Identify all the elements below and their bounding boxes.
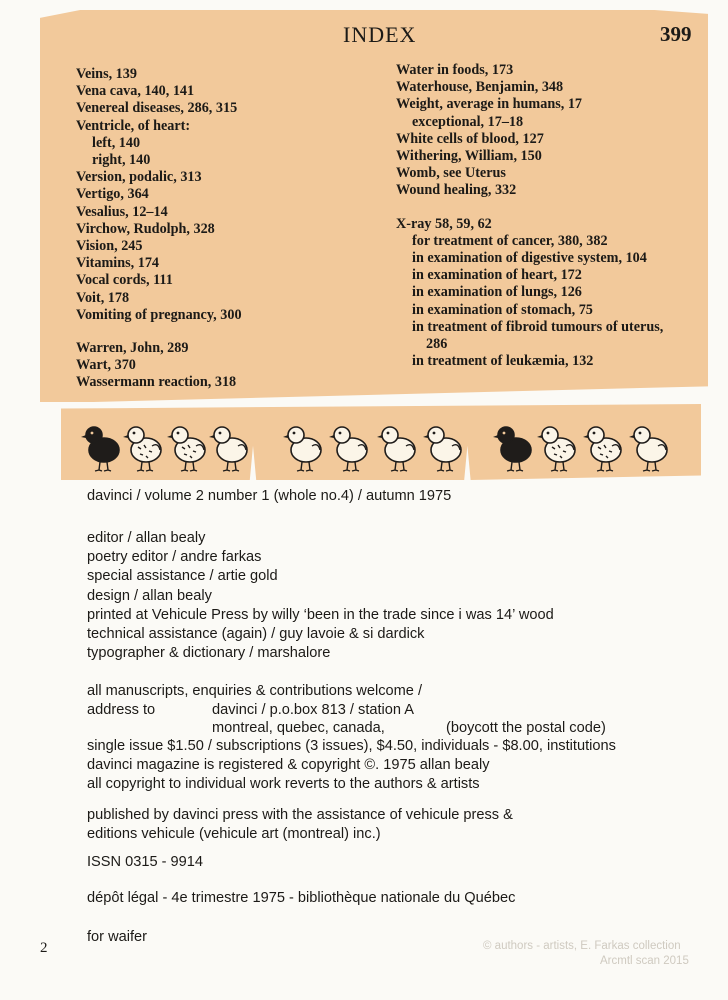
index-entry: Vocal cords, 111	[76, 272, 173, 289]
index-subentry: 286	[426, 336, 448, 353]
index-subentry: left, 140	[92, 134, 141, 151]
chick-icon	[282, 420, 326, 472]
chick-icon	[422, 420, 466, 472]
address-label: address to	[87, 702, 156, 718]
chick-icon	[376, 420, 420, 472]
boycott-note: (boycott the postal code)	[446, 720, 606, 736]
index-entry: Waterhouse, Benjamin, 348	[396, 79, 564, 96]
manuscripts-line: all manuscripts, enquiries & contributions welcome /	[87, 683, 422, 699]
chick-icon	[122, 420, 166, 472]
publisher-line-2: editions vehicule (vehicule art (montreal) inc.)	[87, 826, 381, 842]
index-subentry: in treatment of fibroid tumours of uterus,	[412, 318, 664, 335]
index-entry: Veins, 139	[76, 66, 137, 82]
index-entry: Vertigo, 364	[76, 186, 149, 203]
credit-line: special assistance / artie gold	[87, 568, 278, 585]
scan-credit-line-1: © authors - artists, E. Farkas collection	[483, 940, 681, 952]
index-entry: Vitamins, 174	[76, 255, 160, 272]
issue-line: davinci / volume 2 number 1 (whole no.4) / autumn 1975	[87, 488, 452, 504]
index-subentry: exceptional, 17–18	[412, 113, 524, 130]
black-chick-icon	[80, 420, 124, 472]
index-entry: Vision, 245	[76, 238, 143, 255]
pricing-line: single issue $1.50 / subscriptions (3 issues), $4.50, individuals - $8.00, institutions	[87, 738, 616, 754]
chick-icon	[628, 420, 672, 472]
chick-icon	[328, 420, 372, 472]
index-entry: Ventricle, of heart:	[76, 117, 191, 134]
index-page-number: 399	[660, 22, 692, 46]
credit-line: editor / allan bealy	[87, 530, 206, 546]
credit-line: typographer & dictionary / marshalore	[87, 645, 331, 662]
index-entry: Vena cava, 140, 141	[76, 83, 195, 100]
index-gap	[396, 200, 663, 216]
chick-icon	[582, 420, 626, 472]
index-entry: Vomiting of pregnancy, 300	[76, 306, 242, 323]
credit-line: poetry editor / andre farkas	[87, 549, 262, 566]
copyright-line: davinci magazine is registered & copyright ©. 1975 allan bealy	[87, 757, 490, 773]
index-entry: Wound healing, 332	[396, 182, 517, 199]
index-subentry: in examination of stomach, 75	[412, 301, 593, 318]
index-entry: Womb, see Uterus	[396, 165, 506, 182]
index-entry: Water in foods, 173	[396, 62, 514, 78]
index-entry: Warren, John, 289	[76, 340, 189, 357]
credit-line: design / allan bealy	[87, 587, 212, 604]
index-title: INDEX	[343, 22, 417, 47]
chick-icon	[536, 420, 580, 472]
index-entry: Weight, average in humans, 17	[396, 96, 583, 113]
black-chick-icon	[492, 420, 536, 472]
index-column-left	[76, 66, 242, 392]
page-number: 2	[40, 940, 48, 956]
credit-line: technical assistance (again) / guy lavoie & si dardick	[87, 626, 425, 642]
index-entry: Virchow, Rudolph, 328	[76, 220, 215, 237]
index-entry: Vesalius, 12–14	[76, 203, 168, 220]
index-entry: Withering, William, 150	[396, 148, 542, 165]
index-entry: Voit, 178	[76, 289, 130, 306]
chick-icon	[208, 420, 252, 472]
copyright-rights-line: all copyright to individual work reverts to the authors & artists	[87, 776, 480, 792]
index-column-right	[396, 62, 663, 370]
index-entry: Wart, 370	[76, 357, 136, 374]
index-subentry: in examination of lungs, 126	[412, 284, 582, 301]
index-entry: White cells of blood, 127	[396, 130, 544, 147]
index-subentry: in examination of heart, 172	[412, 267, 582, 284]
index-subentry: in treatment of leukæmia, 132	[412, 353, 594, 370]
issn-line: ISSN 0315 - 9914	[87, 854, 204, 870]
index-entry: X-ray 58, 59, 62	[396, 215, 492, 232]
scan-credit-line-2: Arcmtl scan 2015	[600, 955, 689, 967]
dedication-line: for waifer	[87, 929, 148, 945]
index-entry: Version, podalic, 313	[76, 169, 202, 186]
credit-line: printed at Vehicule Press by willy ‘been in the trade since i was 14’ wood	[87, 606, 554, 623]
address-line-1: davinci / p.o.box 813 / station A	[212, 702, 415, 718]
index-gap	[76, 324, 242, 340]
index-subentry: in examination of digestive system, 104	[412, 250, 647, 267]
publisher-line-1: published by davinci press with the assistance of vehicule press &	[87, 807, 513, 823]
index-entry: Venereal diseases, 286, 315	[76, 100, 238, 117]
address-line-2: montreal, quebec, canada,	[212, 720, 385, 736]
index-subentry: for treatment of cancer, 380, 382	[412, 232, 608, 249]
chick-icon	[166, 420, 210, 472]
depot-legal-line: dépôt légal - 4e trimestre 1975 - bibliothèque nationale du Québec	[87, 890, 516, 906]
index-subentry: right, 140	[92, 152, 151, 169]
index-entry: Wassermann reaction, 318	[76, 374, 237, 391]
